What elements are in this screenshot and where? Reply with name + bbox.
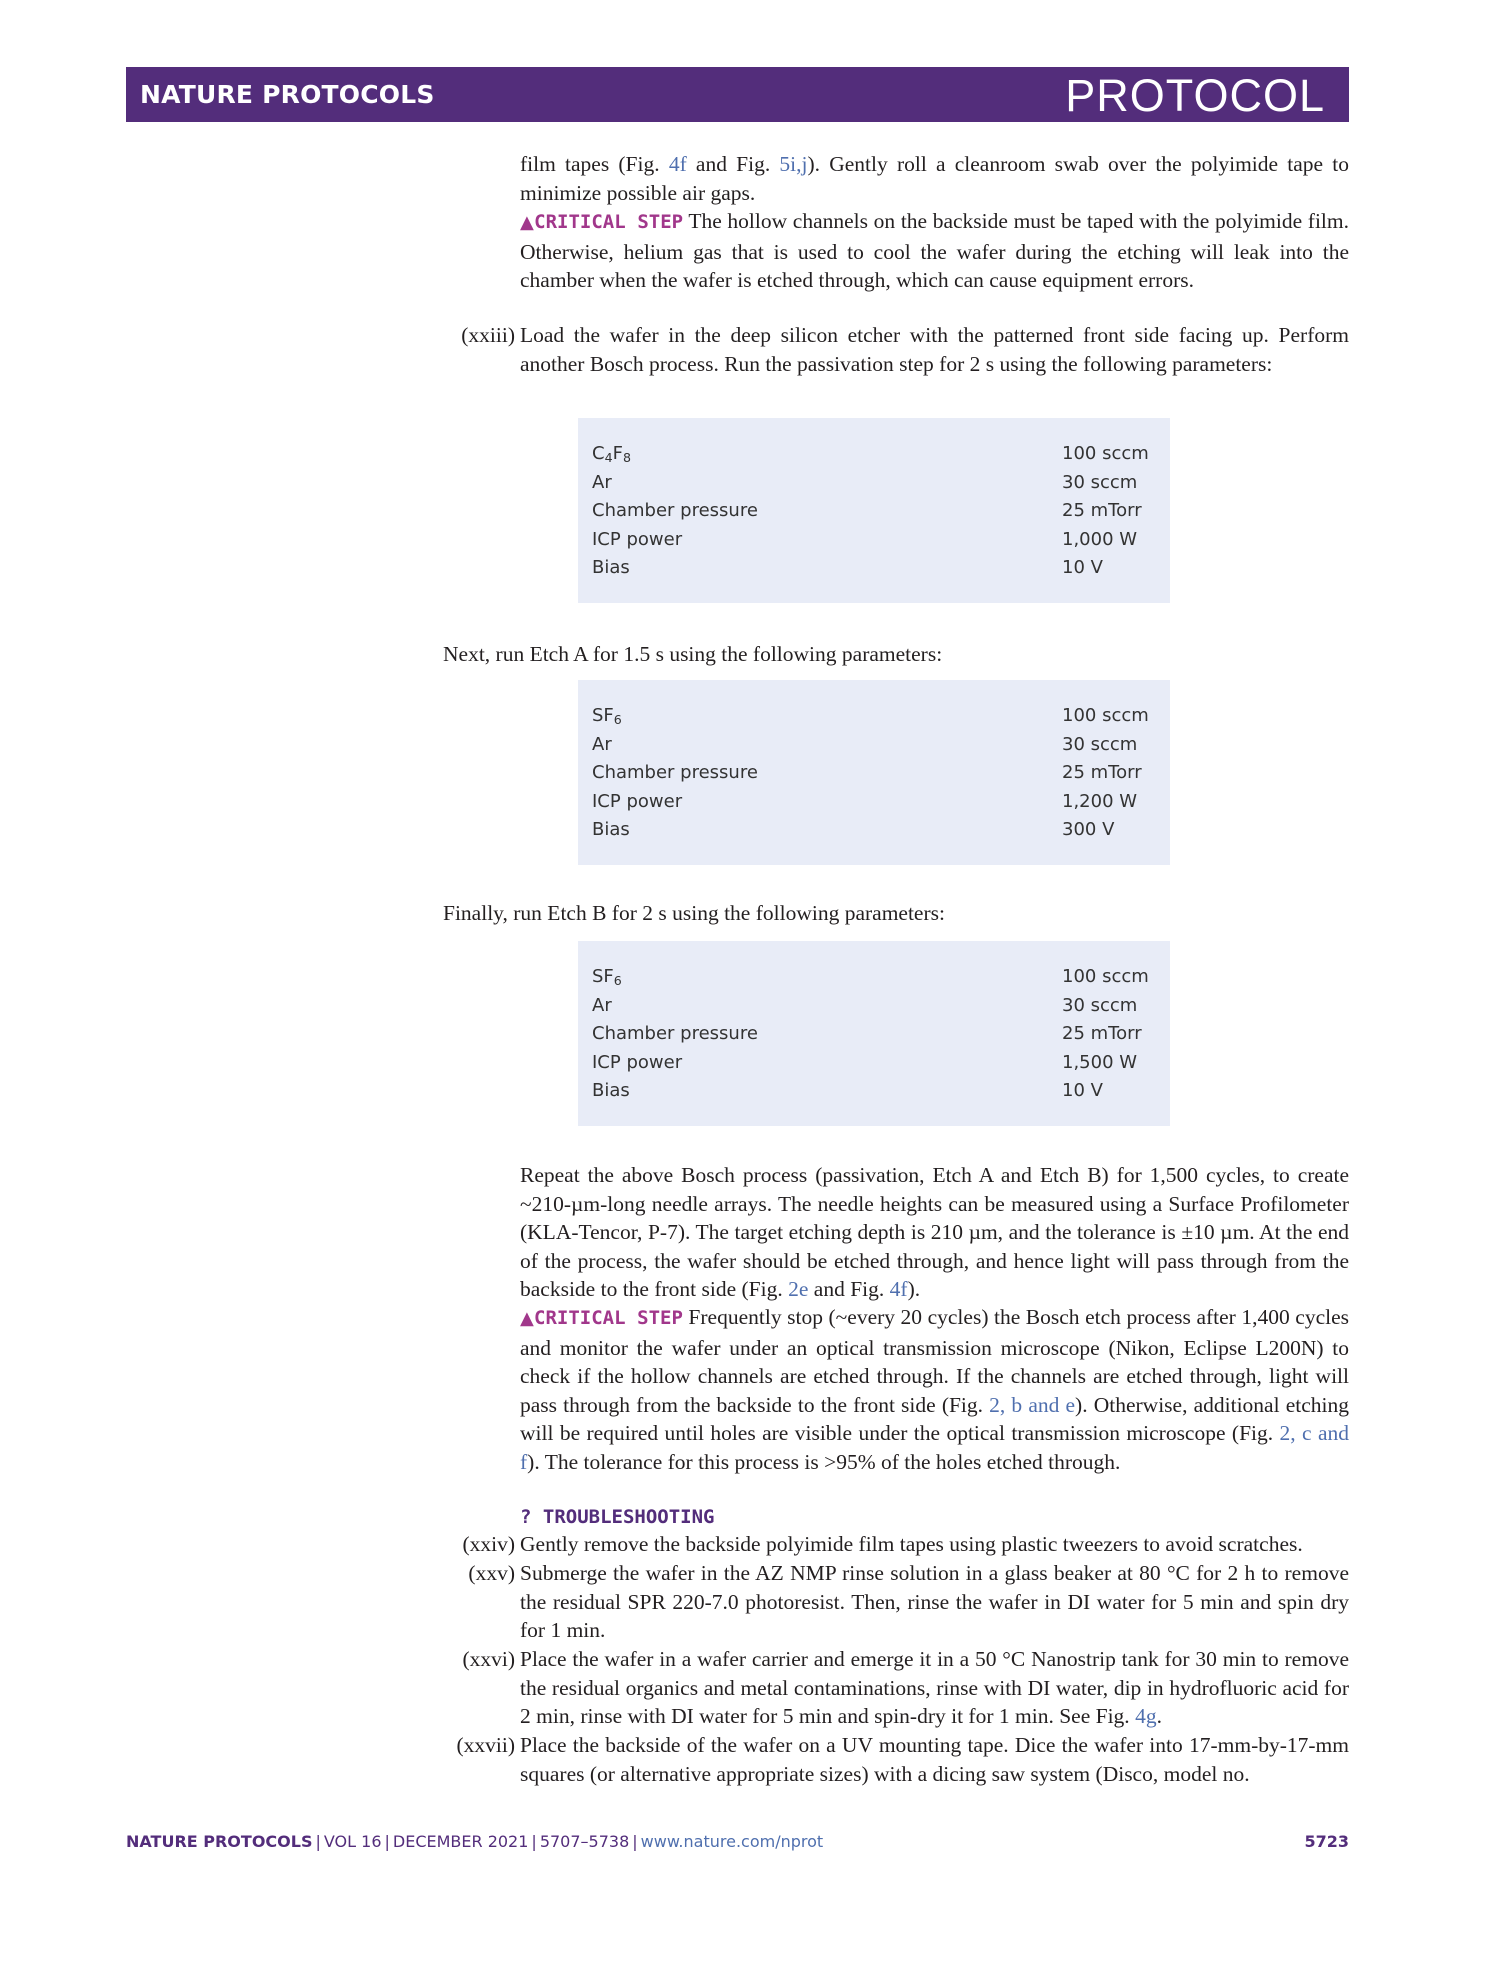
table-row bbox=[592, 469, 1162, 498]
table-row bbox=[592, 816, 1162, 845]
step-text: Load the wafer in the deep silicon etcher with the patterned front side facing up. Perform another Bosch process. Run the passivation step for 2 s using the following parameters: bbox=[520, 323, 1349, 376]
param-value: 10 V bbox=[1062, 1080, 1103, 1102]
fig-link-2cf[interactable]: 2, c and f bbox=[520, 1421, 1349, 1474]
passivation-parameters-table bbox=[578, 418, 1170, 603]
footer-volume: VOL 16 bbox=[323, 1832, 382, 1851]
param-value: 100 sccm bbox=[1062, 705, 1149, 726]
critical-step-label: CRITICAL STEP bbox=[534, 1307, 683, 1329]
page-header bbox=[126, 67, 1349, 122]
param-label: Chamber pressure bbox=[592, 500, 758, 522]
step-xxvi bbox=[430, 1645, 1349, 1731]
fig-link-5ij[interactable]: 5i,j bbox=[779, 152, 808, 176]
etch-a-parameters-table bbox=[578, 680, 1170, 865]
footer-url-link[interactable]: www.nature.com/nprot bbox=[640, 1832, 824, 1851]
table-row bbox=[592, 440, 1162, 469]
fig-link-2e[interactable]: 2e bbox=[788, 1277, 809, 1301]
param-value: 1,500 W bbox=[1062, 1051, 1138, 1073]
param-label: Ar bbox=[592, 733, 612, 755]
param-label: Bias bbox=[592, 557, 630, 579]
table-row bbox=[592, 992, 1162, 1021]
step-xxv bbox=[430, 1559, 1349, 1645]
param-label: Bias bbox=[592, 819, 630, 841]
step-number: (xxiv) bbox=[462, 1532, 515, 1556]
param-label: ICP power bbox=[592, 1051, 683, 1073]
critical-step-2: ▲CRITICAL STEP Frequently stop (~every 20 cycles) the Bosch etch process after 1,400 cycles and monitor the wafer under an optical transmission microscope (Nikon, Eclipse L200N) to check if the hollow channels are etched through. If the channels are etched through, light will pass through from the backside to the front side (Fig. 2, b and e). Otherwise, additional etching will be required until holes are visible under the optical transmission microscope (Fig. 2, c and f). The tolerance for this process is >95% of the holes etched through. bbox=[520, 1305, 1349, 1474]
step-text: Place the wafer in a wafer carrier and emerge it in a 50 °C Nanostrip tank for 30 min to remove the residual organics and metal contaminations, rinse with DI water, dip in hydrofluoric acid for 2 min, rinse with DI water for 5 min and spin-dry it for 1 min. See Fig. 4g. bbox=[520, 1647, 1349, 1728]
step-text: Submerge the wafer in the AZ NMP rinse solution in a glass beaker at 80 °C for 2 h to remove the residual SPR 220-7.0 photoresist. Then, rinse the wafer in DI water for 5 min and spin dry for 1 min. bbox=[520, 1561, 1349, 1642]
etch-b-parameters-table bbox=[578, 941, 1170, 1126]
etch-b-intro: Finally, run Etch B for 2 s using the following parameters: bbox=[443, 901, 945, 925]
table-row bbox=[592, 759, 1162, 788]
table-row bbox=[592, 1077, 1162, 1106]
step-xxvii bbox=[430, 1731, 1349, 1788]
param-value: 30 sccm bbox=[1062, 471, 1138, 493]
table-row bbox=[592, 702, 1162, 731]
table-row bbox=[592, 1020, 1162, 1049]
step-text: Gently remove the backside polyimide film tapes using plastic tweezers to avoid scratches. bbox=[520, 1532, 1303, 1556]
intro-paragraph: film tapes (Fig. 4f and Fig. 5i,j). Gently roll a cleanroom swab over the polyimide tape to minimize possible air gaps. bbox=[520, 152, 1349, 205]
footer-pages: 5707–5738 bbox=[539, 1832, 630, 1851]
table-row bbox=[592, 526, 1162, 555]
table-row bbox=[592, 731, 1162, 760]
param-label: Ar bbox=[592, 994, 612, 1016]
critical-step-1: ▲CRITICAL STEP The hollow channels on the backside must be taped with the polyimide film. Otherwise, helium gas that is used to cool the wafer during the etching will leak into the chamber when the wafer is etched through, which can cause equipment errors. bbox=[520, 209, 1350, 292]
journal-name: NATURE PROTOCOLS bbox=[140, 80, 435, 109]
step-number: (xxv) bbox=[468, 1561, 515, 1585]
article-type: PROTOCOL bbox=[1065, 70, 1325, 121]
param-value: 1,000 W bbox=[1062, 528, 1138, 550]
table-row bbox=[592, 1049, 1162, 1078]
table-row bbox=[592, 788, 1162, 817]
param-label: Chamber pressure bbox=[592, 1023, 758, 1045]
page-number: 5723 bbox=[1304, 1832, 1349, 1851]
param-value: 1,200 W bbox=[1062, 790, 1138, 812]
param-value: 300 V bbox=[1062, 819, 1115, 841]
param-label: $SF_6$ bbox=[592, 705, 622, 727]
table-row bbox=[592, 963, 1162, 992]
param-value: 100 sccm bbox=[1062, 443, 1149, 464]
fig-link-2be[interactable]: 2, b and e bbox=[989, 1392, 1076, 1417]
step-number: (xxiii) bbox=[461, 323, 515, 347]
param-label: ICP power bbox=[592, 528, 683, 550]
step-number: (xxvii) bbox=[456, 1733, 515, 1757]
warning-triangle-icon: ▲ bbox=[520, 212, 535, 233]
step-number: (xxvi) bbox=[462, 1647, 515, 1671]
table-row bbox=[592, 497, 1162, 526]
param-value: 100 sccm bbox=[1062, 966, 1149, 987]
param-label: Ar bbox=[592, 471, 612, 493]
critical-step-label: CRITICAL STEP bbox=[534, 211, 684, 233]
repeat-paragraph: Repeat the above Bosch process (passivation, Etch A and Etch B) for 1,500 cycles, to create ~210-µm-long needle arrays. The needle heights can be measured using a Surface Profilometer (KLA-Tencor, P-7). The target etching depth is 210 µm, and the tolerance is ±10 µm. At the end of the process, the wafer should be etched through, and hence light will pass through from the backside to the front side (Fig. 2e and Fig. 4f). bbox=[520, 1163, 1349, 1301]
warning-triangle-icon: ▲ bbox=[520, 1308, 535, 1329]
param-value: 25 mTorr bbox=[1062, 762, 1142, 784]
param-label: $SF_6$ bbox=[592, 966, 622, 988]
param-value: 30 sccm bbox=[1062, 994, 1138, 1016]
page-footer: NATURE PROTOCOLS | VOL 16 | DECEMBER 2021 | 5707–5738 | www.nature.com/nprot bbox=[126, 1832, 824, 1851]
step-xxiv bbox=[430, 1530, 1349, 1559]
table-row bbox=[592, 554, 1162, 583]
footer-date: DECEMBER 2021 bbox=[392, 1832, 529, 1851]
fig-link-4g[interactable]: 4g bbox=[1135, 1704, 1157, 1728]
param-value: 25 mTorr bbox=[1062, 1023, 1142, 1045]
etch-a-intro: Next, run Etch A for 1.5 s using the following parameters: bbox=[443, 642, 943, 666]
param-label: $C_4F_8$ bbox=[592, 443, 631, 465]
param-label: ICP power bbox=[592, 790, 683, 812]
troubleshooting-label: ? TROUBLESHOOTING bbox=[520, 1506, 715, 1528]
fig-link-4f[interactable]: 4f bbox=[889, 1277, 908, 1301]
param-value: 10 V bbox=[1062, 557, 1103, 579]
param-value: 25 mTorr bbox=[1062, 500, 1142, 522]
fig-link-4f[interactable]: 4f bbox=[668, 152, 687, 176]
step-text: Place the backside of the wafer on a UV mounting tape. Dice the wafer into 17-mm-by-17-mm squares (or alternative appropriate sizes) with a dicing saw system (Disco, model no. bbox=[520, 1733, 1349, 1786]
param-label: Chamber pressure bbox=[592, 762, 758, 784]
param-value: 30 sccm bbox=[1062, 733, 1138, 755]
footer-journal: NATURE PROTOCOLS bbox=[126, 1832, 313, 1851]
step-xxiii bbox=[430, 321, 1349, 378]
param-label: Bias bbox=[592, 1080, 630, 1102]
